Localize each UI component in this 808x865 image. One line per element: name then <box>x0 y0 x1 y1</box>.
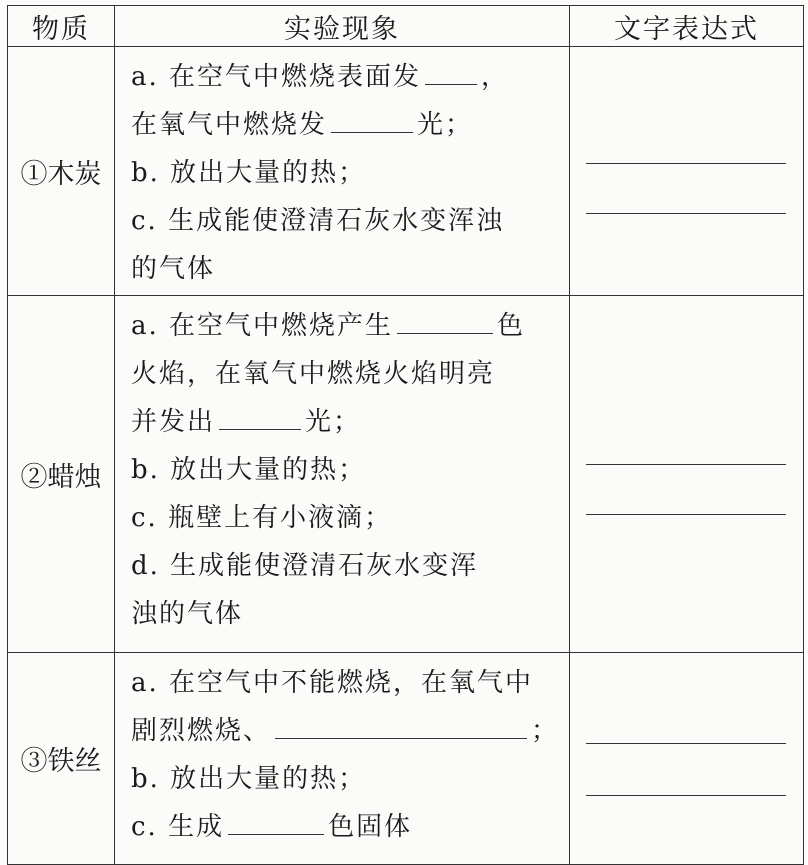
phenomenon-line: b. 放出大量的热； <box>131 158 367 188</box>
phenomenon-line <box>131 398 563 446</box>
fill-blank[interactable] <box>397 303 493 334</box>
text-segment: ， <box>481 62 510 92</box>
expression-cell <box>570 296 804 653</box>
phenomenon-line <box>131 53 563 101</box>
fill-blank[interactable] <box>275 708 527 739</box>
substance-name: ②蜡烛 <box>8 296 115 653</box>
answer-line[interactable] <box>586 163 786 164</box>
answer-line[interactable] <box>586 464 786 465</box>
fill-blank[interactable] <box>219 399 301 430</box>
answer-line[interactable] <box>586 213 786 214</box>
table-row <box>8 47 804 296</box>
phenomenon-cell <box>115 47 570 296</box>
phenomenon-line: b. 放出大量的热； <box>131 455 367 485</box>
experiment-table <box>7 5 804 865</box>
text-segment: c. 生成 <box>131 812 225 842</box>
answer-line[interactable] <box>586 795 786 796</box>
phenomenon-line: 浊的气体 <box>131 599 244 629</box>
text-segment: 色固体 <box>328 812 413 842</box>
substance-name: ①木炭 <box>8 47 115 296</box>
expression-cell <box>570 47 804 296</box>
text-segment: 在氧气中燃烧发 <box>131 110 328 140</box>
phenomenon-line: c. 瓶壁上有小液滴； <box>131 503 393 533</box>
phenomenon-line <box>131 803 563 851</box>
phenomenon-cell <box>115 653 570 865</box>
text-segment: 色 <box>497 311 526 341</box>
text-segment: 剧烈燃烧、 <box>131 716 272 746</box>
substance-name: ③铁丝 <box>8 653 115 865</box>
phenomenon-line: a. 在空气中不能燃烧，在氧气中 <box>131 668 534 698</box>
phenomenon-line <box>131 101 563 149</box>
phenomenon-cell <box>115 296 570 653</box>
phenomenon-line: c. 生成能使澄清石灰水变浑浊 <box>131 206 505 236</box>
text-segment: ； <box>531 716 560 746</box>
phenomenon-line: d. 生成能使澄清石灰水变浑 <box>131 551 479 581</box>
text-segment: 光； <box>305 407 362 437</box>
text-segment: a. 在空气中燃烧产生 <box>131 311 394 341</box>
fill-blank[interactable] <box>331 102 413 133</box>
header-row <box>8 6 804 47</box>
answer-line[interactable] <box>586 514 786 515</box>
phenomenon-line: b. 放出大量的热； <box>131 764 367 794</box>
text-segment: 光； <box>417 110 474 140</box>
text-segment: a. 在空气中燃烧表面发 <box>131 62 422 92</box>
phenomenon-line <box>131 707 563 755</box>
header-expression: 文字表达式 <box>570 6 804 47</box>
text-segment: 并发出 <box>131 407 216 437</box>
expression-cell <box>570 653 804 865</box>
phenomenon-line: 的气体 <box>131 254 216 284</box>
table-row <box>8 653 804 865</box>
phenomenon-line: 火焰，在氧气中燃烧火焰明亮 <box>131 359 496 389</box>
phenomenon-line <box>131 302 563 350</box>
header-substance: 物质 <box>8 6 115 47</box>
fill-blank[interactable] <box>425 54 477 85</box>
answer-line[interactable] <box>586 743 786 744</box>
table-row <box>8 296 804 653</box>
fill-blank[interactable] <box>228 804 324 835</box>
header-phenomenon: 实验现象 <box>115 6 570 47</box>
